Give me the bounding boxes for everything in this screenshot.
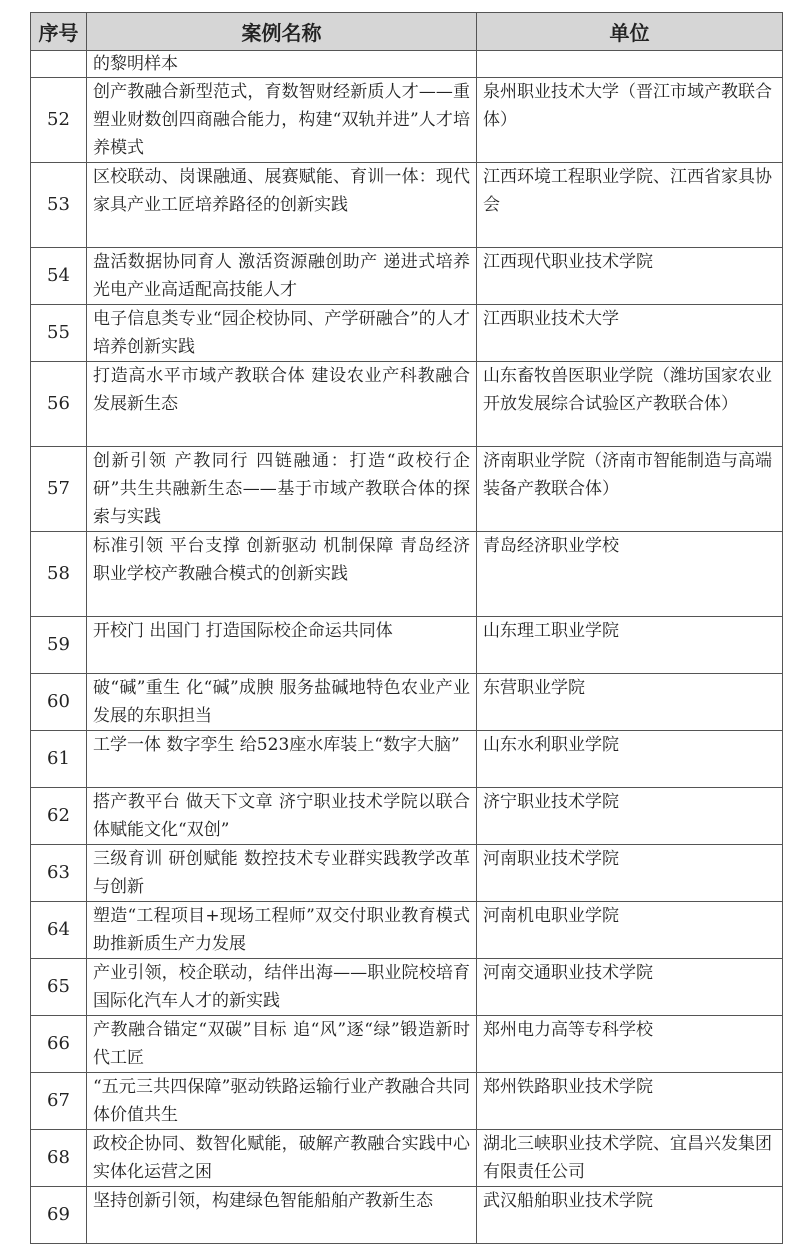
table-row bbox=[31, 731, 783, 788]
row-case-name: 打造高水平市域产教联合体 建设农业产科教融合发展新生态 bbox=[87, 362, 477, 447]
row-unit: 山东水利职业学院 bbox=[477, 731, 783, 788]
table-row bbox=[31, 1073, 783, 1130]
case-table bbox=[30, 12, 783, 1244]
row-case-name: 盘活数据协同育人 激活资源融创助产 递进式培养光电产业高适配高技能人才 bbox=[87, 248, 477, 305]
row-number: 66 bbox=[31, 1016, 87, 1073]
row-unit: 湖北三峡职业技术学院、宜昌兴发集团有限责任公司 bbox=[477, 1130, 783, 1187]
row-case-name: 创新引领 产教同行 四链融通：打造“政校行企研”共生共融新生态——基于市域产教联合体的探索与实践 bbox=[87, 447, 477, 532]
table-row bbox=[31, 788, 783, 845]
row-unit bbox=[477, 51, 783, 78]
row-number: 61 bbox=[31, 731, 87, 788]
row-case-name: 产教融合锚定“双碳”目标 追“风”逐“绿”锻造新时代工匠 bbox=[87, 1016, 477, 1073]
row-number: 56 bbox=[31, 362, 87, 447]
row-case-name: “五元三共四保障”驱动铁路运输行业产教融合共同体价值共生 bbox=[87, 1073, 477, 1130]
table-row bbox=[31, 902, 783, 959]
row-case-name: 的黎明样本 bbox=[87, 51, 477, 78]
row-unit: 济南职业学院（济南市智能制造与高端装备产教联合体） bbox=[477, 447, 783, 532]
row-number: 53 bbox=[31, 163, 87, 248]
row-case-name: 破“碱”重生 化“碱”成腴 服务盐碱地特色农业产业发展的东职担当 bbox=[87, 674, 477, 731]
table-row bbox=[31, 78, 783, 163]
row-unit: 江西环境工程职业学院、江西省家具协会 bbox=[477, 163, 783, 248]
row-unit: 青岛经济职业学校 bbox=[477, 532, 783, 617]
row-case-name: 创产教融合新型范式，育数智财经新质人才——重塑业财数创四商融合能力，构建“双轨并进”人才培养模式 bbox=[87, 78, 477, 163]
header-number: 序号 bbox=[31, 13, 87, 51]
table-header-row bbox=[31, 13, 783, 51]
row-case-name: 标准引领 平台支撑 创新驱动 机制保障 青岛经济职业学校产教融合模式的创新实践 bbox=[87, 532, 477, 617]
row-unit: 河南交通职业技术学院 bbox=[477, 959, 783, 1016]
row-unit: 江西职业技术大学 bbox=[477, 305, 783, 362]
table-row bbox=[31, 1016, 783, 1073]
row-unit: 郑州电力高等专科学校 bbox=[477, 1016, 783, 1073]
row-unit: 山东理工职业学院 bbox=[477, 617, 783, 674]
row-case-name: 区校联动、岗课融通、展赛赋能、育训一体：现代家具产业工匠培养路径的创新实践 bbox=[87, 163, 477, 248]
row-number: 68 bbox=[31, 1130, 87, 1187]
table-row bbox=[31, 959, 783, 1016]
table-row bbox=[31, 674, 783, 731]
row-case-name: 塑造“工程项目+现场工程师”双交付职业教育模式助推新质生产力发展 bbox=[87, 902, 477, 959]
row-unit: 东营职业学院 bbox=[477, 674, 783, 731]
row-number: 67 bbox=[31, 1073, 87, 1130]
table-row bbox=[31, 617, 783, 674]
row-number bbox=[31, 51, 87, 78]
table-row bbox=[31, 845, 783, 902]
row-number: 58 bbox=[31, 532, 87, 617]
row-unit: 武汉船舶职业技术学院 bbox=[477, 1187, 783, 1244]
row-number: 62 bbox=[31, 788, 87, 845]
table-row bbox=[31, 248, 783, 305]
row-case-name: 电子信息类专业“园企校协同、产学研融合”的人才培养创新实践 bbox=[87, 305, 477, 362]
header-unit: 单位 bbox=[477, 13, 783, 51]
row-number: 60 bbox=[31, 674, 87, 731]
row-number: 59 bbox=[31, 617, 87, 674]
row-case-name: 三级育训 研创赋能 数控技术专业群实践教学改革与创新 bbox=[87, 845, 477, 902]
row-unit: 江西现代职业技术学院 bbox=[477, 248, 783, 305]
row-unit: 郑州铁路职业技术学院 bbox=[477, 1073, 783, 1130]
table-row bbox=[31, 305, 783, 362]
row-case-name: 工学一体 数字孪生 给523座水库装上“数字大脑” bbox=[87, 731, 477, 788]
table-row bbox=[31, 1187, 783, 1244]
row-number: 52 bbox=[31, 78, 87, 163]
table-row bbox=[31, 163, 783, 248]
row-case-name: 搭产教平台 做天下文章 济宁职业技术学院以联合体赋能文化“双创” bbox=[87, 788, 477, 845]
row-number: 63 bbox=[31, 845, 87, 902]
row-unit: 山东畜牧兽医职业学院（潍坊国家农业开放发展综合试验区产教联合体） bbox=[477, 362, 783, 447]
row-number: 69 bbox=[31, 1187, 87, 1244]
table-row bbox=[31, 362, 783, 447]
header-case-name: 案例名称 bbox=[87, 13, 477, 51]
row-number: 57 bbox=[31, 447, 87, 532]
row-case-name: 开校门 出国门 打造国际校企命运共同体 bbox=[87, 617, 477, 674]
row-unit: 泉州职业技术大学（晋江市域产教联合体） bbox=[477, 78, 783, 163]
row-number: 54 bbox=[31, 248, 87, 305]
row-unit: 河南机电职业学院 bbox=[477, 902, 783, 959]
table-row bbox=[31, 447, 783, 532]
row-number: 55 bbox=[31, 305, 87, 362]
row-case-name: 坚持创新引领，构建绿色智能船舶产教新生态 bbox=[87, 1187, 477, 1244]
row-number: 65 bbox=[31, 959, 87, 1016]
table-row-continuation bbox=[31, 51, 783, 78]
table-row bbox=[31, 532, 783, 617]
row-number: 64 bbox=[31, 902, 87, 959]
row-case-name: 产业引领，校企联动，结伴出海——职业院校培育国际化汽车人才的新实践 bbox=[87, 959, 477, 1016]
row-unit: 济宁职业技术学院 bbox=[477, 788, 783, 845]
table-row bbox=[31, 1130, 783, 1187]
row-case-name: 政校企协同、数智化赋能，破解产教融合实践中心实体化运营之困 bbox=[87, 1130, 477, 1187]
row-unit: 河南职业技术学院 bbox=[477, 845, 783, 902]
